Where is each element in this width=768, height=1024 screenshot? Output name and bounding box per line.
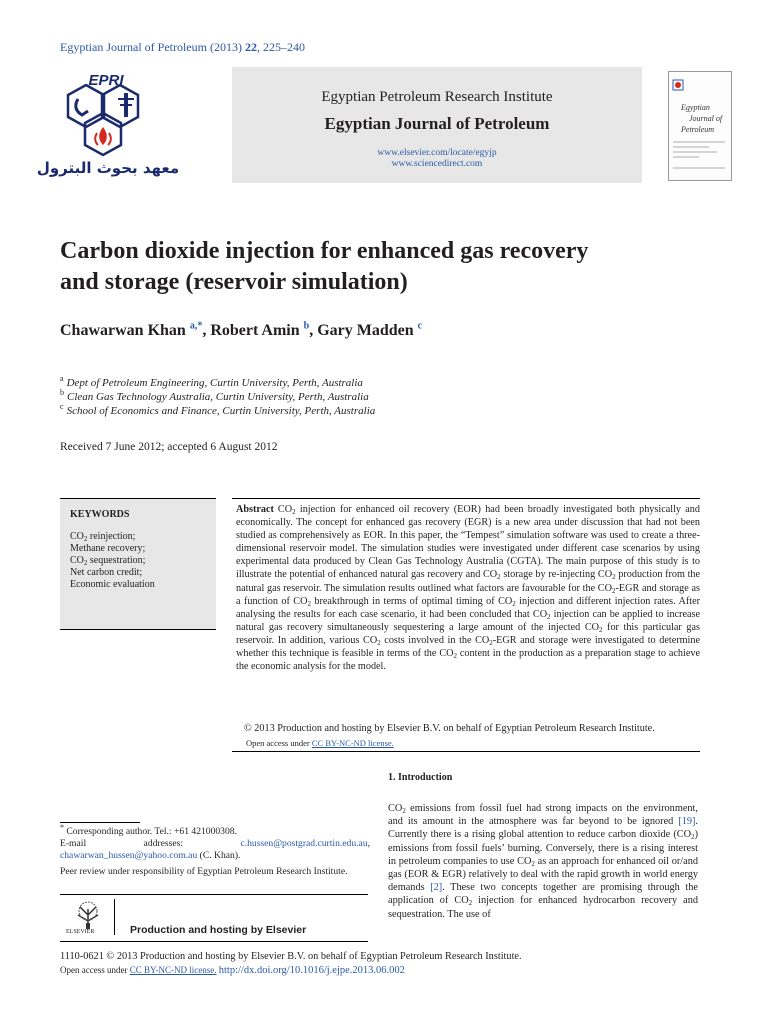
elsevier-hosting-text: Production and hosting by Elsevier xyxy=(130,924,307,936)
email-tail: (C. Khan). xyxy=(197,850,241,861)
corresponding-text: Corresponding author. Tel.: +61 421000308. xyxy=(64,826,237,837)
cover-line-1: Egyptian xyxy=(681,103,710,112)
email-link-1[interactable]: c.hussen@postgrad.curtin.edu.au xyxy=(240,838,368,849)
abs-sub-8: 2 xyxy=(598,625,603,634)
abstract-label: Abstract xyxy=(236,504,274,515)
abs-sub-11: 2 xyxy=(453,652,457,661)
bottom-open-access xyxy=(60,965,405,976)
keywords-box xyxy=(60,498,216,630)
abstract-top-rule xyxy=(232,498,700,499)
cover-line-2: Journal of xyxy=(689,114,723,123)
abs-p9: costs involved in the CO xyxy=(380,634,490,646)
keyword-3 xyxy=(70,555,155,567)
journal-title: Egyptian Journal of Petroleum xyxy=(324,114,550,133)
journal-citation[interactable] xyxy=(60,40,305,55)
author-2-affil[interactable]: b xyxy=(303,320,310,332)
footnote-star: * xyxy=(60,822,64,832)
elsevier-link[interactable]: www.elsevier.com/locate/egyjp xyxy=(377,148,497,158)
intro-sub-2: 2 xyxy=(691,833,695,842)
keywords-list xyxy=(70,531,155,591)
epri-logo-text: EPRI xyxy=(88,72,124,89)
epri-arabic-text: معهد بحوث البترول xyxy=(36,159,180,177)
abs-sub-9: 2 xyxy=(377,638,381,647)
received-dates: Received 7 June 2012; accepted 6 August 2012 xyxy=(60,441,278,453)
citation-19-link[interactable]: [19] xyxy=(678,816,696,828)
affiliation-c-marker: c xyxy=(60,402,64,412)
intro-sub-4: 2 xyxy=(468,899,473,908)
intro-co-1: CO xyxy=(388,803,403,814)
intro-t4: as an approach for enhanced oil or/and gas (EOR & EGR) relatively to deal with the rapid growth in world energy demands xyxy=(388,855,698,894)
abs-p1: injection for enhanced oil recovery (EOR) had been broadly investigated both physically and economically. The concept for enhanced gas recovery (EGR) is a new area under discussion that had not been studied as comprehensively as EOR. In this paper, the “Tempest” simulation software was used to create a three-dimensional reservoir model. The simulation studies were investigated under different case scenarios by using experimental data produced by Clean Gas Technology Australia (CGTA). The main purpose of this study is to illustrate the potential of enhanced natural gas recovery and CO xyxy=(236,504,700,581)
keyword-5: Economic evaluation xyxy=(70,579,155,590)
email-note: E-mail addresses: c.hussen@postgrad.curtin.edu.au, chawarwan_hussen@yahoo.com.au (C. Khan). xyxy=(60,838,370,861)
issn-line: 1110-0621 © 2013 Production and hosting by Elsevier B.V. on behalf of Egyptian Petroleum Research Institute. xyxy=(60,951,522,962)
elsevier-divider xyxy=(114,899,115,935)
email-link-2[interactable]: chawarwan_hussen@yahoo.com.au xyxy=(60,850,198,861)
author-2[interactable]: Robert Amin xyxy=(210,322,300,339)
kw1-rest: reinjection; xyxy=(87,531,136,542)
journal-cover-thumbnail[interactable] xyxy=(668,71,732,181)
footnotes xyxy=(60,822,370,882)
author-3[interactable]: Gary Madden xyxy=(317,322,414,339)
doi-link[interactable]: http://dx.doi.org/10.1016/j.ejpe.2013.06.002 xyxy=(218,965,405,976)
intro-t5: . These two concepts together are promising through the application of CO xyxy=(388,882,698,907)
abs-p4: -EGR and storage as a function of CO xyxy=(236,582,700,607)
elsevier-box xyxy=(60,894,368,942)
abs-sub-2: 2 xyxy=(497,573,501,582)
author-1[interactable]: Chawarwan Khan xyxy=(60,322,186,339)
abs-sub-7: 2 xyxy=(547,612,551,621)
keyword-4: Net carbon credit; xyxy=(70,567,143,578)
abstract-bottom-rule xyxy=(232,751,700,752)
citation-2-link[interactable]: [2] xyxy=(430,882,443,894)
abstract-open-access xyxy=(246,738,394,748)
introduction-body xyxy=(388,802,698,921)
intro-t3: ) emissions from fossil fuels’ burning. Conversely, there is a rising interest in petroleum companies to use CO xyxy=(388,829,698,867)
abs-p3: production from the natural gas reservoir. The simulation results outlined what factors are favourable for the CO xyxy=(236,569,701,594)
title-line-2: and storage (reservoir simulation) xyxy=(60,269,408,295)
author-1-affil[interactable]: a,* xyxy=(189,320,203,332)
abstract-body xyxy=(236,503,700,673)
footnote-rule xyxy=(60,822,140,823)
cover-title xyxy=(681,102,722,135)
journal-pages: , 225–240 xyxy=(256,40,305,54)
affiliation-b-text: Clean Gas Technology Australia, Curtin University, Perth, Australia xyxy=(67,391,369,403)
intro-t6: injection for enhanced hydrocarbon recovery and sequestration. The use of xyxy=(388,895,698,920)
abs-sub-1: 2 xyxy=(292,508,296,516)
intro-sub-1: 2 xyxy=(402,807,406,815)
intro-t1: emissions from fossil fuel had strong impacts on the environment, and its amount in the atmosphere was far beyond to be ignored xyxy=(388,803,698,828)
intro-t2: . Currently there is a rising global attention to reduce carbon dioxide (CO xyxy=(388,816,698,841)
elsevier-caption: ELSEVIER xyxy=(66,929,95,935)
peer-review-note: Peer review under responsibility of Egyptian Petroleum Research Institute. xyxy=(60,866,348,877)
corresponding-author-note xyxy=(60,822,370,838)
intro-sub-3: 2 xyxy=(531,859,535,868)
affiliations xyxy=(60,376,375,418)
header-center-panel xyxy=(232,67,642,183)
abs-sub-10: 2 xyxy=(489,638,493,647)
abs-co-1: CO xyxy=(277,504,293,515)
abs-sub-6: 2 xyxy=(512,599,516,608)
abstract-license-link[interactable]: CC BY-NC-ND license. xyxy=(311,738,394,748)
introduction-heading: 1. Introduction xyxy=(388,772,453,783)
keywords-heading: KEYWORDS xyxy=(70,509,130,520)
abs-sub-4: 2 xyxy=(611,586,616,595)
keyword-1 xyxy=(70,531,155,543)
abs-p6: injection and different injection rates. After analysing the results for each case scenario, it had been concluded that CO xyxy=(236,595,700,620)
email-label: E-mail addresses: xyxy=(60,838,241,849)
abs-p7: injection can be applied to increase natural gas recovery simultaneously sequestering a large amount of the injected CO xyxy=(236,608,700,633)
cover-line-3: Petroleum xyxy=(681,125,715,134)
journal-volume: 22 xyxy=(244,40,257,54)
abs-p5: breakthrough in terms of optimal timing of CO xyxy=(310,595,513,607)
sciencedirect-link[interactable]: www.sciencedirect.com xyxy=(391,159,483,169)
affiliation-b xyxy=(60,390,375,404)
abs-p2: storage by re-injecting CO xyxy=(500,569,613,581)
affiliation-b-marker: b xyxy=(60,388,64,398)
abstract-oa-label: Open access under xyxy=(246,738,312,748)
author-3-affil[interactable]: c xyxy=(417,320,423,332)
keyword-2: Methane recovery; xyxy=(70,543,146,554)
journal-header xyxy=(36,67,728,183)
kw1-co: CO xyxy=(70,531,84,542)
epri-logo xyxy=(36,71,180,179)
kw1-sub: 2 xyxy=(83,535,88,543)
kw3-rest: sequestration; xyxy=(87,555,146,566)
abs-sub-5: 2 xyxy=(307,599,311,608)
kw3-co: CO xyxy=(70,555,84,566)
affiliation-a-marker: a xyxy=(60,374,64,384)
author-list: Chawarwan Khan $^{a,*}$, Robert Amin $^b$, Gary Madden $^c$ xyxy=(60,320,423,339)
affiliation-a-text: Dept of Petroleum Engineering, Curtin University, Perth, Australia xyxy=(66,377,363,389)
bottom-oa-label: Open access under xyxy=(60,965,130,975)
affiliation-c xyxy=(60,404,375,418)
bottom-license-link[interactable]: CC BY-NC-ND license. xyxy=(129,965,217,975)
kw3-sub: 2 xyxy=(83,559,88,567)
affiliation-c-text: School of Economics and Finance, Curtin University, Perth, Australia xyxy=(66,405,376,417)
institute-name: Egyptian Petroleum Research Institute xyxy=(321,89,553,105)
abs-sub-3: 2 xyxy=(612,573,616,582)
abs-p11: content in the production as a preparation stage to achieve the economic analysis for the model. xyxy=(236,648,700,673)
title-line-1: Carbon dioxide injection for enhanced gas recovery xyxy=(60,238,589,264)
paper-title xyxy=(60,236,710,298)
journal-name-year: Egyptian Journal of Petroleum (2013) xyxy=(60,40,242,54)
abstract-copyright: © 2013 Production and hosting by Elsevier B.V. on behalf of Egyptian Petroleum Research Institute. xyxy=(244,723,655,734)
abs-p10: -EGR and storage were investigated to determine whether this technique is feasible in terms of the CO xyxy=(236,634,700,660)
abs-p8: for this particular gas reservoir. In addition, various CO xyxy=(236,621,700,646)
affiliation-a xyxy=(60,376,375,390)
